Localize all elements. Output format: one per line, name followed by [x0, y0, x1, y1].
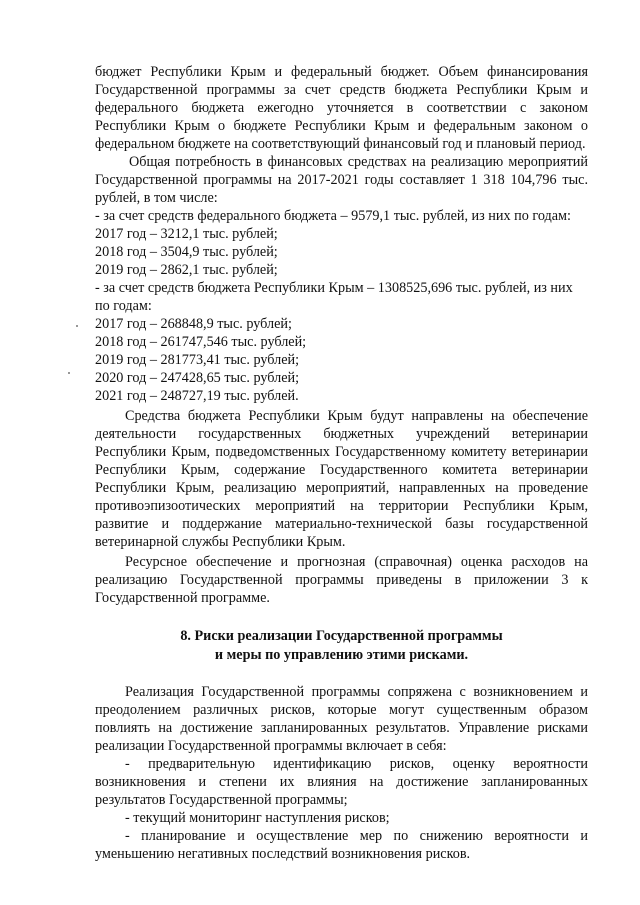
federal-budget-intro: - за счет средств федерального бюджета – 9579,1 тыс. рублей, из них по годам:	[95, 208, 571, 224]
crimea-year-row: 2021 год – 248727,19 тыс. рублей.	[95, 388, 299, 404]
paragraph-total-need: Общая потребность в финансовых средствах на реализацию мероприятий Государственной программы на 2017-2021 годы составляет 1 318 104,796 тыс. рублей, в том числе:	[95, 154, 588, 206]
paragraph-budget-funding: бюджет Республики Крым и федеральный бюджет. Объем финансирования Государственной программы за счет средств бюджета Республики Крым и федерального бюджета ежегодно уточняется в соответствии с законом Республики Крым о бюджете Республики Крым и федеральным законом о федеральном бюджете на соответствующий финансовый год и плановый период.	[95, 64, 588, 152]
paragraph-risks-intro: Реализация Государственной программы сопряжена с возникновением и преодолением различных рисков, которые могут существенным образом повлиять на достижение запланированных результатов. Управление рисками реализации Государственной программы включает в себя:	[95, 684, 588, 754]
crimea-budget-intro: - за счет средств бюджета Республики Крым – 1308525,696 тыс. рублей, из них по годам:	[95, 280, 573, 314]
federal-year-row: 2019 год – 2862,1 тыс. рублей;	[95, 262, 278, 278]
crimea-year-row: 2017 год – 268848,9 тыс. рублей;	[95, 316, 292, 332]
section-heading-line: и меры по управлению этими рисками.	[214, 647, 469, 663]
risk-measure-item: - планирование и осуществление мер по снижению вероятности и уменьшению негативных последствий возникновения рисков.	[95, 828, 588, 862]
federal-year-row: 2017 год – 3212,1 тыс. рублей;	[95, 226, 278, 242]
section-heading	[95, 627, 588, 665]
risk-measure-item: - текущий мониторинг наступления рисков;	[125, 810, 390, 826]
paragraph-budget-direction: Средства бюджета Республики Крым будут направлены на обеспечение деятельности государственных бюджетных учреждений ветеринарии Республики Крым, подведомственных Государственному комитету ветеринарии Республики Крым, содержание Государственного комитета ветеринарии Республики Крым, реализацию мероприятий, направленных на проведение противоэпизоотических мероприятий на территории Республики Крым, развитие и поддержание материально-технической базы государственной ветеринарной службы Республики Крым.	[95, 408, 588, 550]
crimea-year-row: 2018 год – 261747,546 тыс. рублей;	[95, 334, 307, 350]
risk-measure-item: - предварительную идентификацию рисков, оценку вероятности возникновения и степени их влияния на достижение запланированных результатов Государственной программы;	[95, 756, 588, 808]
section-heading-line: 8. Риски реализации Государственной программы	[180, 628, 503, 644]
document-body	[95, 63, 588, 863]
crimea-year-row: 2020 год – 247428,65 тыс. рублей;	[95, 370, 300, 386]
paragraph-resource-provision: Ресурсное обеспечение и прогнозная (справочная) оценка расходов на реализацию Государственной программы приведены в приложении 3 к Государственной программе.	[95, 554, 588, 606]
scan-speck	[68, 372, 70, 374]
crimea-year-row: 2019 год – 281773,41 тыс. рублей;	[95, 352, 300, 368]
federal-year-row: 2018 год – 3504,9 тыс. рублей;	[95, 244, 278, 260]
scan-speck	[76, 325, 78, 327]
